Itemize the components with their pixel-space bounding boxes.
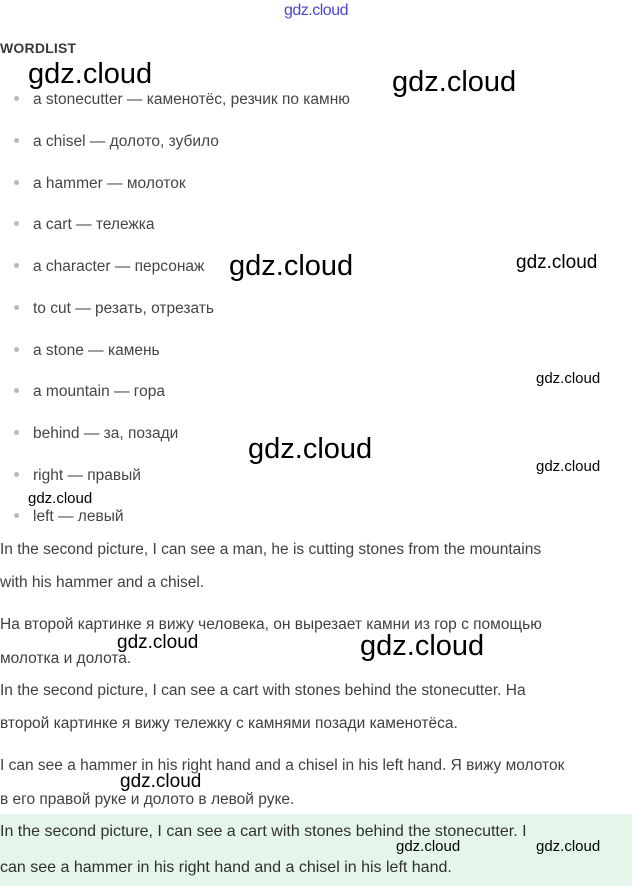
- watermark: gdz.cloud: [360, 630, 485, 662]
- bullet-icon: [14, 347, 19, 352]
- list-item: [14, 133, 219, 151]
- list-item-text: to cut — резать, отрезать: [33, 300, 214, 317]
- paragraph-line: На второй картинке я вижу человека, он вырезает камни из гор с помощью: [0, 616, 542, 633]
- list-item-text: behind — за, позади: [33, 425, 179, 442]
- list-item-text: a cart — тележка: [33, 216, 155, 233]
- bullet-icon: [14, 180, 19, 185]
- watermark: gdz.cloud: [536, 370, 601, 387]
- watermark: gdz.cloud: [28, 58, 153, 90]
- paragraph-line: второй картинке я вижу тележку с камнями позади каменотёса.: [0, 715, 458, 732]
- list-item-text: a character — персонаж: [33, 258, 205, 275]
- watermark: gdz.cloud: [536, 458, 601, 475]
- watermark: gdz.cloud: [516, 252, 598, 273]
- watermark: gdz.cloud: [117, 632, 199, 653]
- list-item: [14, 258, 204, 276]
- list-item-text: right — правый: [33, 467, 141, 484]
- list-item: [14, 425, 178, 443]
- wordlist-heading: WORDLIST: [0, 40, 77, 56]
- bullet-icon: [14, 513, 19, 518]
- watermark: gdz.cloud: [28, 490, 93, 507]
- paragraph-line: In the second picture, I can see a cart with stones behind the stonecutter. На: [0, 682, 526, 699]
- watermark: gdz.cloud: [396, 838, 461, 855]
- list-item: [14, 467, 141, 485]
- paragraph-line: молотка и долота.: [0, 650, 132, 667]
- watermark: gdz.cloud: [229, 250, 354, 282]
- bullet-icon: [14, 472, 19, 477]
- watermark: gdz.cloud: [120, 771, 202, 792]
- paragraph-line: I can see a hammer in his right hand and a chisel in his left hand. Я вижу молоток: [0, 757, 565, 774]
- list-item: [14, 508, 124, 526]
- list-item: [14, 91, 350, 109]
- bullet-icon: [14, 138, 19, 143]
- paragraph-line: в его правой руке и долото в левой руке.: [0, 791, 295, 808]
- watermark: gdz.cloud: [392, 66, 517, 98]
- list-item: [14, 216, 155, 234]
- bullet-icon: [14, 430, 19, 435]
- list-item: [14, 383, 165, 401]
- bullet-icon: [14, 263, 19, 268]
- list-item-text: a chisel — долото, зубило: [33, 133, 219, 150]
- list-item-text: a stone — камень: [33, 342, 160, 359]
- watermark: gdz.cloud: [248, 433, 373, 465]
- bullet-icon: [14, 388, 19, 393]
- top-watermark: gdz.cloud: [284, 2, 348, 19]
- list-item: [14, 300, 214, 318]
- list-item: [14, 175, 186, 193]
- bullet-icon: [14, 221, 19, 226]
- list-item: [14, 342, 160, 360]
- list-item-text: a stonecutter — каменотёс, резчик по камню: [33, 91, 350, 108]
- bullet-icon: [14, 96, 19, 101]
- paragraph-line: with his hammer and a chisel.: [0, 574, 205, 591]
- list-item-text: a hammer — молоток: [33, 175, 186, 192]
- answer-line: can see a hammer in his right hand and a chisel in his left hand.: [0, 859, 452, 876]
- answer-line: In the second picture, I can see a cart with stones behind the stonecutter. I: [0, 823, 527, 840]
- paragraph-line: In the second picture, I can see a man, he is cutting stones from the mountains: [0, 541, 542, 558]
- watermark: gdz.cloud: [536, 838, 601, 855]
- bullet-icon: [14, 305, 19, 310]
- list-item-text: a mountain — гора: [33, 383, 165, 400]
- list-item-text: left — левый: [33, 508, 124, 525]
